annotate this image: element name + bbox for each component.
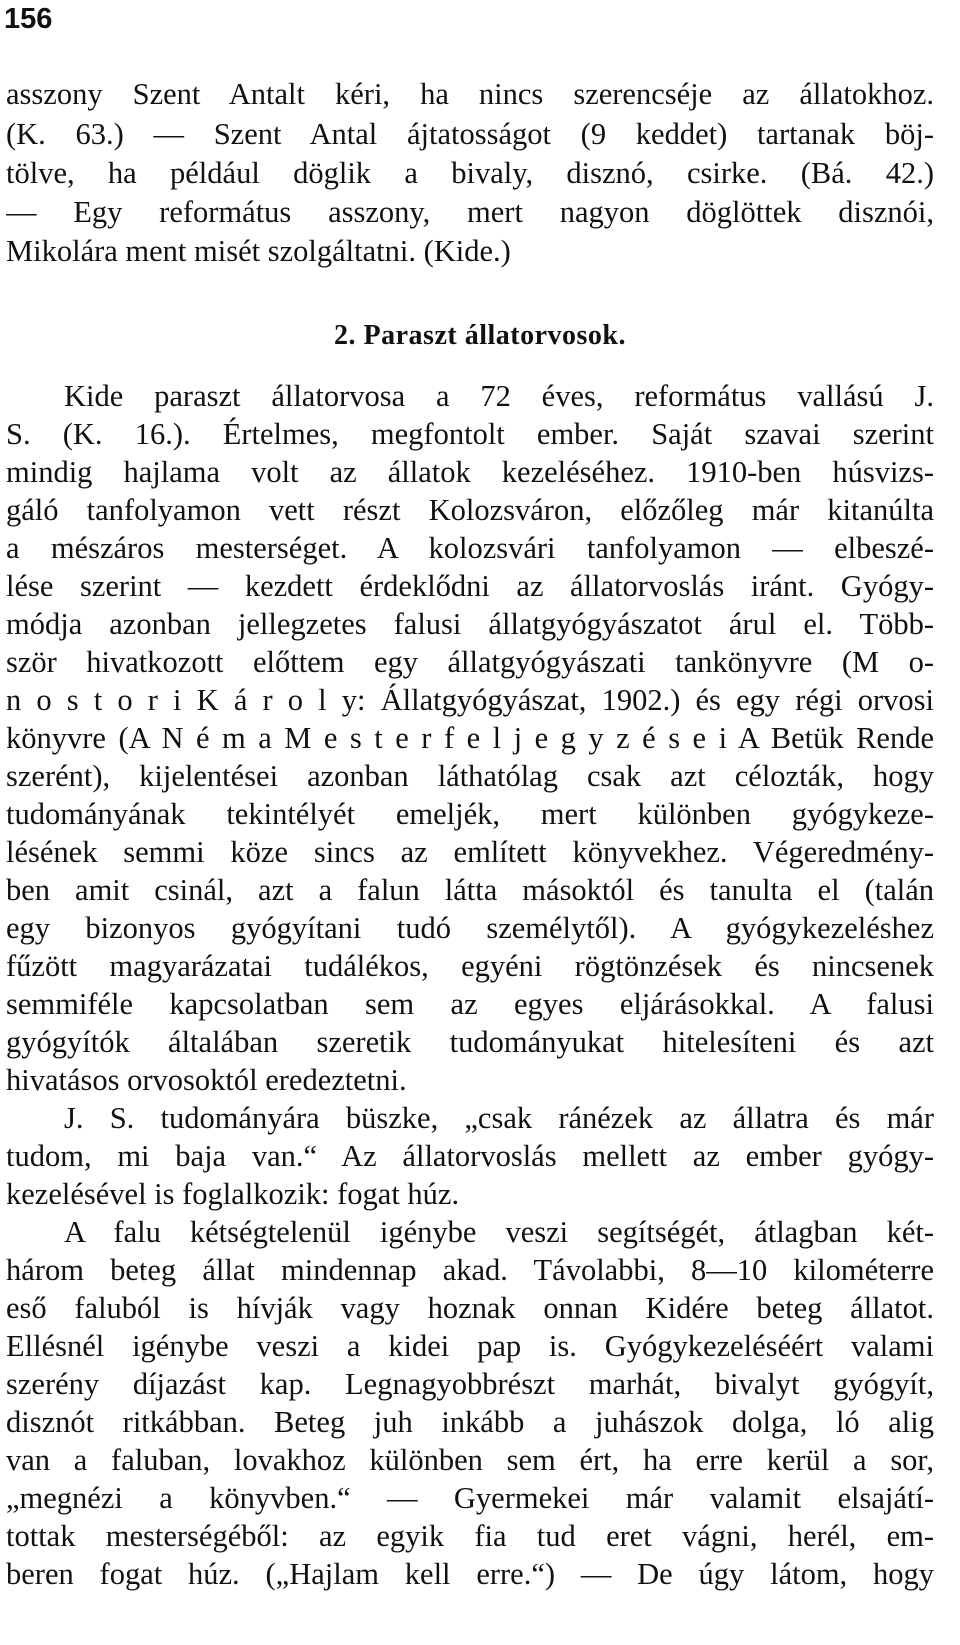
text-line: „megnézi a könyvben.“ — Gyermekei már valamit elsajátí- [6,1481,934,1515]
page-number: 156 [4,3,53,35]
text-line: A falu kétségtelenül igénybe veszi segítségét, átlagban két- [64,1215,934,1249]
text-line: (K. 63.) — Szent Antal ájtatosságot (9 keddet) tartanak böj- [6,117,934,151]
text-line: szerént), kijelentései azonban láthatólag csak azt célozták, hogy [6,759,934,793]
text-line: mindig hajlama volt az állatok kezeléséhez. 1910-ben húsvizs- [6,455,934,489]
text-line: tudományának tekintélyét emeljék, mert különben gyógykeze- [6,797,934,831]
text-line: a mészáros mesterséget. A kolozsvári tanfolyamon — elbeszé- [6,531,934,565]
text-line: tottak mesterségéből: az egyik fia tud eret vágni, herél, em- [6,1519,934,1553]
text-line: gyógyítók általában szeretik tudományukat hitelesíteni és azt [6,1025,934,1059]
text-line: három beteg állat mindennap akad. Távolabbi, 8—10 kilométerre [6,1253,934,1287]
text-line: beren fogat húz. („Hajlam kell erre.“) — De úgy látom, hogy [6,1557,934,1591]
text-line: szerény díjazást kap. Legnagyobbrészt marhát, bivalyt gyógyít, [6,1367,934,1401]
text-line: hivatásos orvosoktól eredeztetni. [6,1063,407,1097]
text-line: fűzött magyarázatai tudálékos, egyéni rögtönzések és nincsenek [6,949,934,983]
text-line: módja azonban jellegzetes falusi állatgyógyászatot árul el. Több- [6,607,934,641]
text-line: könyvre (A N é m a M e s t e r f e l j e g y z é s e i A Betük Rende [6,721,934,755]
section-heading: 2. Paraszt állatorvosok. [334,320,626,351]
text-line: disznót ritkábban. Beteg juh inkább a juhászok dolga, ló alig [6,1405,934,1439]
text-line: J. S. tudományára büszke, „csak ránézek az állatra és már [64,1101,934,1135]
text-line: — Egy református asszony, mert nagyon döglöttek disznói, [6,195,934,229]
text-line: eső faluból is hívják vagy hoznak onnan Kidére beteg állatot. [6,1291,934,1325]
text-line: tölve, ha például döglik a bivaly, disznó, csirke. (Bá. 42.) [6,156,934,190]
text-line: n o s t o r i K á r o l y: Állatgyógyászat, 1902.) és egy régi orvosi [6,683,934,717]
text-line: semmiféle kapcsolatban sem az egyes eljárásokkal. A falusi [6,987,934,1021]
text-line: S. (K. 16.). Értelmes, megfontolt ember. Saját szavai szerint [6,417,934,451]
text-line: ször hivatkozott előttem egy állatgyógyászati tankönyvre (M o- [6,645,934,679]
text-line: kezelésével is foglalkozik: fogat húz. [6,1177,460,1211]
text-line: Ellésnél igénybe veszi a kidei pap is. Gyógykezeléséért valami [6,1329,934,1363]
text-line: Kide paraszt állatorvosa a 72 éves, református vallású J. [64,379,934,413]
text-line: Mikolára ment misét szolgáltatni. (Kide.) [6,234,511,268]
text-line: lésének semmi köze sincs az említett könyvekhez. Végeredmény- [6,835,934,869]
text-line: gáló tanfolyamon vett részt Kolozsváron, előzőleg már kitanúlta [6,493,934,527]
text-line: ben amit csinál, azt a falun látta másoktól és tanulta el (talán [6,873,934,907]
text-line: lése szerint — kezdett érdeklődni az állatorvoslás iránt. Gyógy- [6,569,934,603]
text-line: egy bizonyos gyógyítani tudó személytől). A gyógykezeléshez [6,911,934,945]
text-line: asszony Szent Antalt kéri, ha nincs szerencséje az állatokhoz. [6,77,934,111]
text-line: tudom, mi baja van.“ Az állatorvoslás mellett az ember gyógy- [6,1139,934,1173]
text-line: van a faluban, lovakhoz különben sem ért, ha erre kerül a sor, [6,1443,934,1477]
